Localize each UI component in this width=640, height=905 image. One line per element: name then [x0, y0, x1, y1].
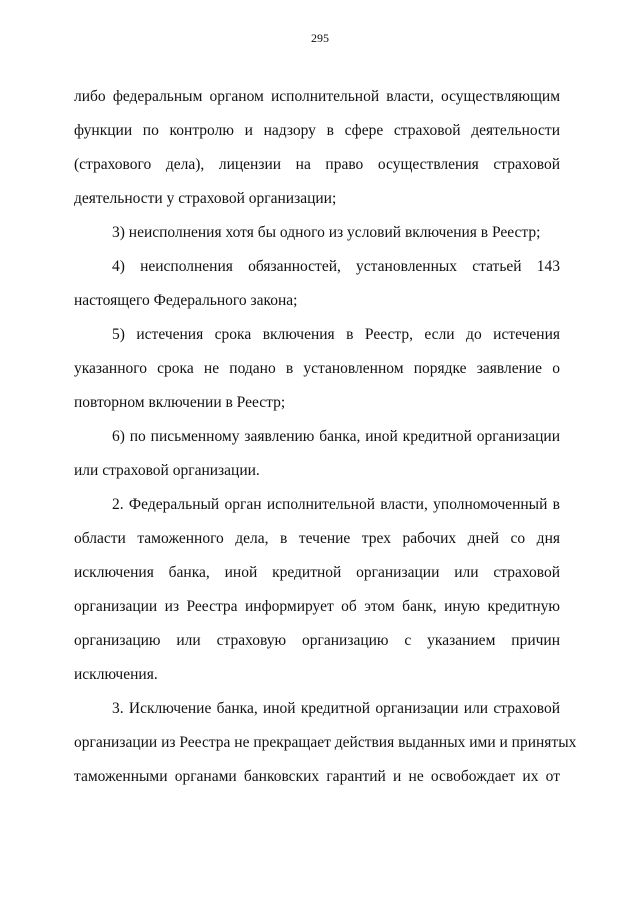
text-line: либо федеральным органом исполнительной власти, осуществляющим [74, 88, 560, 105]
text-line: исключения банка, иной кредитной организации или страховой [74, 564, 560, 581]
text-line: области таможенного дела, в течение трех рабочих дней со дня [74, 530, 560, 547]
page-number: 295 [311, 31, 329, 45]
text-line: организации из Реестра не прекращает действия выданных ими и принятых [74, 734, 577, 751]
text-line: повторном включении в Реестр; [74, 394, 286, 411]
text-line: деятельности у страховой организации; [74, 190, 337, 207]
text-line: 5) истечения срока включения в Реестр, если до истечения [112, 326, 560, 343]
document-body [74, 80, 577, 794]
text-line: организацию или страховую организацию с указанием причин [74, 632, 560, 649]
text-line: или страховой организации. [74, 462, 260, 479]
text-line: таможенными органами банковских гарантий и не освобождает их от [74, 768, 560, 785]
text-line: указанного срока не подано в установленном порядке заявление о [74, 360, 560, 377]
text-line: 4) неисполнения обязанностей, установленных статьей 143 [112, 258, 560, 275]
text-line: функции по контролю и надзору в сфере страховой деятельности [74, 122, 560, 139]
text-line: 6) по письменному заявлению банка, иной кредитной организации [112, 428, 560, 445]
text-line: 2. Федеральный орган исполнительной власти, уполномоченный в [112, 496, 560, 513]
text-line: организации из Реестра информирует об этом банк, иную кредитную [74, 598, 560, 615]
text-line: исключения. [74, 666, 158, 683]
text-line: (страхового дела), лицензии на право осуществления страховой [74, 156, 560, 173]
text-line: 3) неисполнения хотя бы одного из условий включения в Реестр; [112, 224, 541, 241]
text-line: 3. Исключение банка, иной кредитной организации или страховой [112, 700, 560, 717]
text-line: настоящего Федерального закона; [74, 292, 298, 309]
